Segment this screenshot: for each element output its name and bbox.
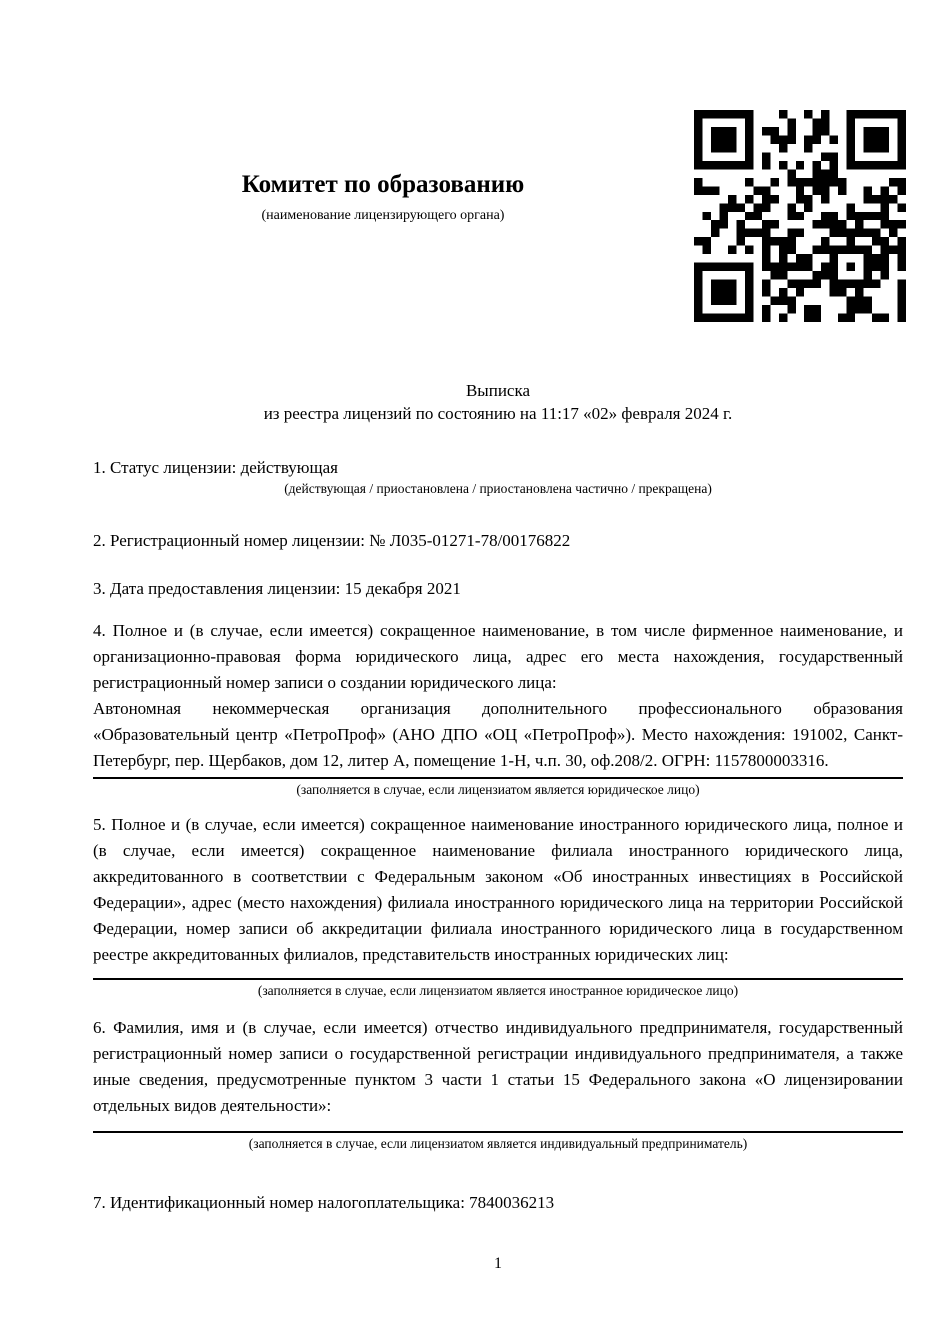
fill-in-rule bbox=[93, 1131, 903, 1133]
item-license-date bbox=[93, 576, 903, 602]
licensing-authority-name: Комитет по образованию bbox=[241, 171, 525, 198]
document-title-line1: Выписка bbox=[465, 381, 531, 400]
item-license-status bbox=[93, 455, 903, 497]
item-individual-entrepreneur bbox=[93, 1015, 903, 1152]
fill-in-rule bbox=[93, 978, 903, 980]
document-title-line2: из реестра лицензий по состоянию на 11:17 «02» февраля 2024 г. bbox=[263, 404, 733, 423]
item-individual-entrepreneur-caption: (заполняется в случае, если лицензиатом является индивидуальный предприниматель) bbox=[248, 1136, 748, 1151]
page-number: 1 bbox=[494, 1255, 502, 1272]
item-license-status-text: 1. Статус лицензии: действующая bbox=[93, 458, 338, 477]
item-legal-entity-value: Автономная некоммерческая организация дополнительного профессионального образования «Образовательный центр «ПетроПроф» (АНО ДПО «ОЦ «ПетроПроф»). Место нахождения: 191002, Санкт-Петербург, пер. Щербаков, дом 12, литер А, помещение 1-Н, ч.п. 30, оф.208/2. ОГРН: 1157800003316. bbox=[93, 699, 903, 770]
item-taxpayer-number-text: 7. Идентификационный номер налогоплательщика: 7840036213 bbox=[93, 1193, 555, 1212]
item-taxpayer-number bbox=[93, 1190, 903, 1216]
item-foreign-entity-caption: (заполняется в случае, если лицензиатом является иностранное юридическое лицо) bbox=[257, 983, 739, 998]
item-individual-entrepreneur-text: 6. Фамилия, имя и (в случае, если имеется) отчество индивидуального предпринимателя, государственный регистрационный номер записи о государственной регистрации индивидуального предпринимателя, а также иные сведения, предусмотренные пунктом 3 части 1 статьи 15 Федерального закона «О лицензировании отдельных видов деятельности»: bbox=[93, 1018, 903, 1115]
item-foreign-entity bbox=[93, 812, 903, 999]
licensing-authority-block bbox=[83, 170, 683, 225]
item-license-status-caption: (действующая / приостановлена / приостановлена частично / прекращена) bbox=[284, 481, 712, 496]
item-legal-entity-caption: (заполняется в случае, если лицензиатом является юридическое лицо) bbox=[296, 782, 700, 797]
document-title bbox=[93, 379, 903, 425]
item-legal-entity-text: 4. Полное и (в случае, если имеется) сокращенное наименование, в том числе фирменное наименование, и организационно-правовая форма юридического лица, адрес его места нахождения, государственный регистрационный номер записи о создании юридического лица: bbox=[93, 621, 903, 692]
items-list bbox=[93, 455, 903, 1216]
item-registration-number bbox=[93, 528, 903, 554]
qr-code bbox=[694, 110, 906, 322]
fill-in-rule bbox=[93, 777, 903, 779]
item-foreign-entity-text: 5. Полное и (в случае, если имеется) сокращенное наименование иностранного юридического лица, полное и (в случае, если имеется) сокращенное наименование филиала иностранного юридического лица, аккредитованного в соответствии с Федеральным законом «Об иностранных инвестициях в Российской Федерации», адрес (место нахождения) филиала иностранного юридического лица на территории Российской Федерации, номер записи об аккредитации филиала иностранного юридического лица в государственном реестре аккредитованных филиалов, представительств иностранных юридических лиц: bbox=[93, 815, 903, 964]
licensing-authority-caption: (наименование лицензирующего органа) bbox=[261, 208, 505, 223]
item-legal-entity bbox=[93, 618, 903, 798]
item-license-date-text: 3. Дата предоставления лицензии: 15 декабря 2021 bbox=[93, 579, 461, 598]
item-registration-number-text: 2. Регистрационный номер лицензии: № Л035-01271-78/00176822 bbox=[93, 531, 571, 550]
